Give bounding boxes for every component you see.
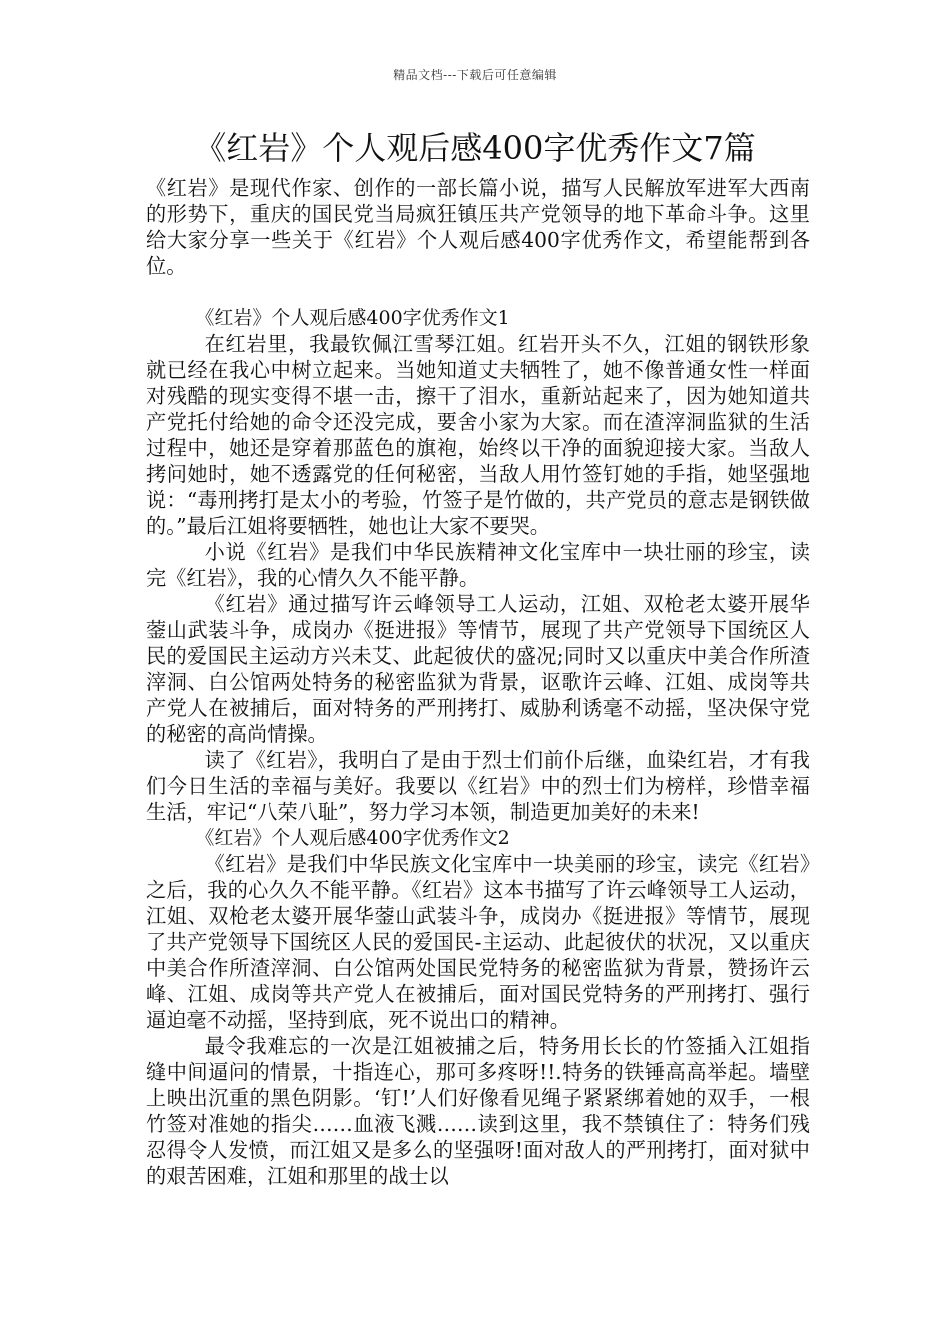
body-paragraph: 《红岩》是我们中华民族文化宝库中一块美丽的珍宝，读完《红岩》之后，我的心久久不能平静。《红岩》这本书描写了许云峰领导工人运动，江姐、双枪老太婆开展华蓥山武装斗争，成岗办《挺进报》等情节，展现了共产党领导下国统区人民的爱国民-主运动、此起彼伏的状况，又以重庆中美合作所渣滓洞、白公馆两处国民党特务的秘密监狱为背景，赞扬许云峰、江姐、成岗等共产党人在被捕后，面对国民党特务的严刑拷打、强行逼迫毫不动摇，坚持到底，死不说出口的精神。 (146, 852, 810, 1032)
header-note: 精品文档---下载后可任意编辑 (393, 68, 557, 82)
body-paragraph: 小说《红岩》是我们中华民族精神文化宝库中一块壮丽的珍宝，读完《红岩》，我的心情久久不能平静。 (146, 540, 810, 590)
paragraph-spacer (146, 279, 810, 305)
body-paragraph: 读了《红岩》，我明白了是由于烈士们前仆后继，血染红岩，才有我们今日生活的幸福与美好。我要以《红岩》中的烈士们为榜样，珍惜幸福生活，牢记“八荣八耻”，努力学习本领，制造更加美好的未来! (146, 748, 810, 824)
section-heading-2: 《红岩》个人观后感400字优秀作文2 (195, 827, 510, 849)
body-paragraph: 最令我难忘的一次是江姐被捕之后，特务用长长的竹签插入江姐指缝中间逼问的情景，十指连心，那可多疼呀!!.特务的铁锤高高举起。墙壁上映出沉重的黑色阴影。‘钉!’人们好像看见绳子紧紧绑着她的双手，一根竹签对准她的指尖……血液飞溅……读到这里，我不禁镇住了：特务们残忍得令人发愤，而江姐又是多么的坚强呀!面对敌人的严刑拷打，面对狱中的艰苦困难，江姐和那里的战士以 (146, 1034, 810, 1188)
intro-paragraph: 《红岩》是现代作家、创作的一部长篇小说，描写人民解放军进军大西南的形势下，重庆的国民党当局疯狂镇压共产党领导的地下革命斗争。这里给大家分享一些关于《红岩》个人观后感400字优秀作文，希望能帮到各位。 (146, 176, 810, 278)
body-paragraph: 《红岩》通过描写许云峰领导工人运动，江姐、双枪老太婆开展华蓥山武装斗争，成岗办《挺进报》等情节，展现了共产党领导下国统区人民的爱国民主运动方兴未艾、此起彼伏的盛况;同时又以重庆中美合作所渣滓洞、白公馆两处特务的秘密监狱为背景，讴歌许云峰、江姐、成岗等共产党人在被捕后，面对特务的严刑拷打、威胁利诱毫不动摇，坚决保守党的秘密的高尚情操。 (146, 592, 810, 746)
document-title: 《红岩》个人观后感400字优秀作文7篇 (194, 129, 756, 167)
section-heading-1: 《红岩》个人观后感400字优秀作文1 (195, 307, 510, 329)
body-paragraph: 在红岩里，我最钦佩江雪琴江姐。红岩开头不久，江姐的钢铁形象就已经在我心中树立起来。当她知道丈夫牺牲了，她不像普通女性一样面对残酷的现实变得不堪一击，擦干了泪水，重新站起来了，因为她知道共产党托付给她的命令还没完成，要舍小家为大家。而在渣滓洞监狱的生活过程中，她还是穿着那蓝色的旗袍，始终以干净的面貌迎接大家。当敌人拷问她时，她不透露党的任何秘密，当敌人用竹签钉她的手指，她坚强地说：“毒刑拷打是太小的考验，竹签子是竹做的，共产党员的意志是钢铁做的。”最后江姐将要牺牲，她也让大家不要哭。 (146, 332, 810, 538)
document-body (146, 175, 810, 1189)
